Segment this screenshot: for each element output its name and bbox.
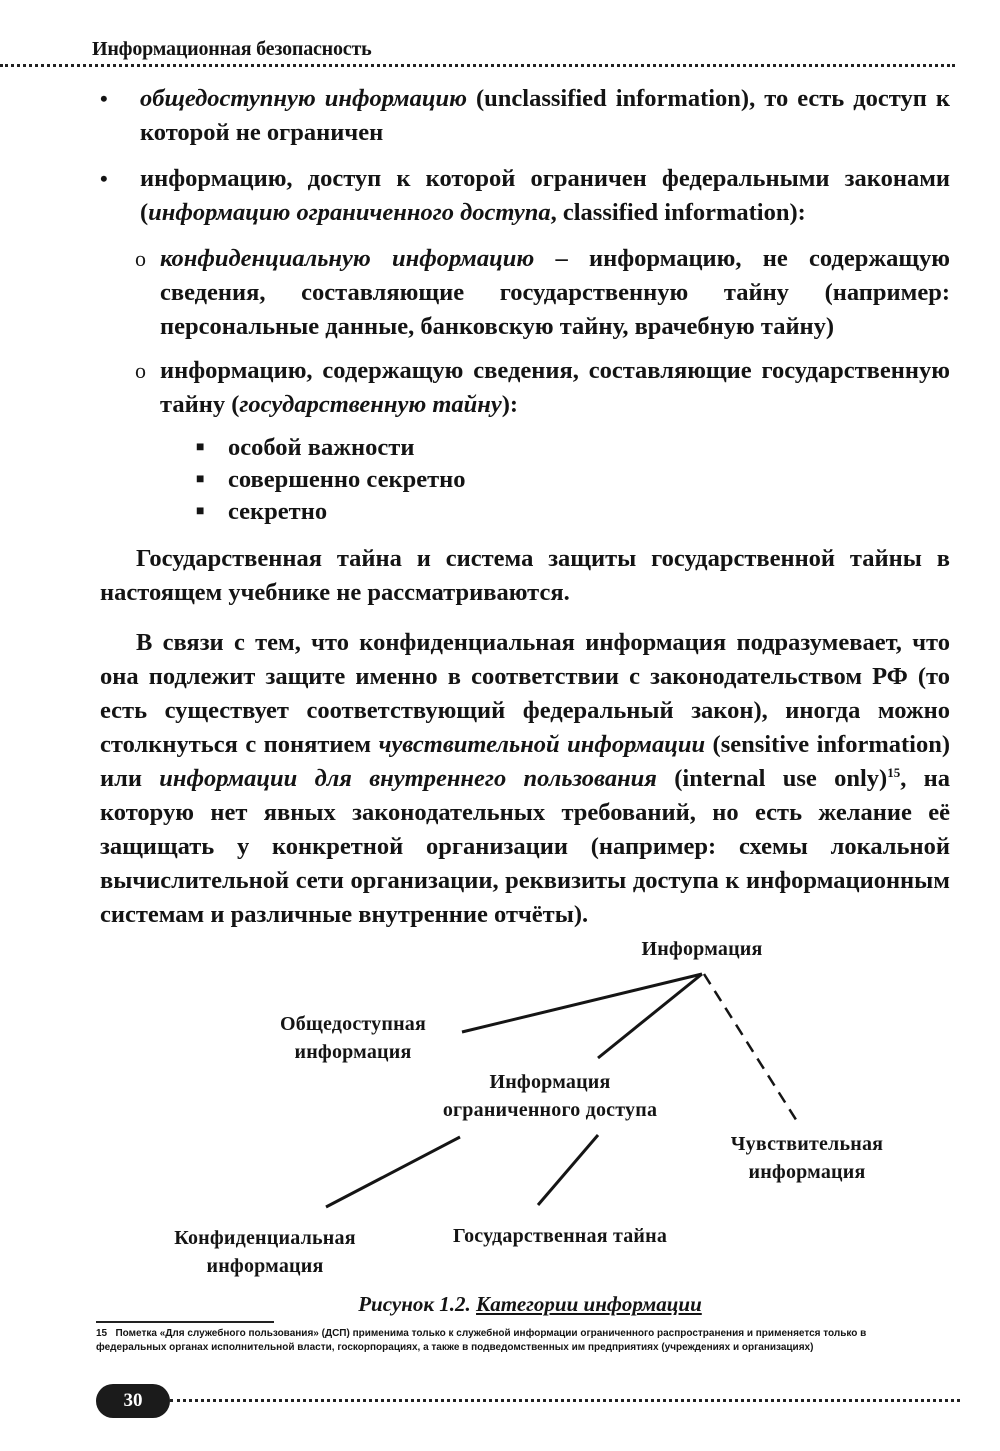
node-information: Информация: [641, 938, 763, 960]
list-item-text: информацию, содержащую сведения, составляющие государственную тайну (: [160, 357, 950, 418]
node-confidential-info: [150, 1224, 380, 1280]
body-text: [100, 82, 950, 948]
node-label-line: информация: [294, 1041, 412, 1063]
list-item-text: информацию, доступ к которой ограничен федеральными законами (: [140, 165, 950, 226]
connector-restricted-confidential: [326, 1137, 460, 1207]
secrecy-level-item: [196, 496, 950, 528]
paragraph-text: (internal use only): [656, 765, 888, 792]
node-label-line: Общедоступная: [279, 1013, 427, 1035]
list-item-text: – информацию, не содержащую сведения, составляющие государственную тайну (например: персональные данные, банковскую тайну, врачебную тайну): [160, 245, 950, 340]
node-sensitive-info: [712, 1130, 902, 1186]
sub-list-item: [100, 242, 950, 344]
info-categories-diagram: [0, 930, 1000, 1290]
header-divider: [0, 64, 955, 67]
node-label-line: ограниченного доступа: [442, 1099, 658, 1121]
footnote-divider: [96, 1321, 274, 1323]
node-label-line: Конфиденциальная: [174, 1227, 356, 1249]
secrecy-level-item: [196, 432, 950, 464]
bullet-marker: •: [100, 86, 108, 111]
secrecy-level-label: секретно: [228, 498, 328, 525]
node-label-line: Информация: [489, 1071, 611, 1093]
square-marker: ■: [196, 472, 205, 487]
list-item-text: ):: [501, 391, 519, 418]
bullet-marker: •: [100, 166, 108, 191]
circle-marker: o: [135, 358, 146, 383]
node-label-line: информация: [748, 1161, 866, 1183]
secrecy-levels-list: [100, 432, 950, 528]
list-item: [100, 162, 950, 230]
node-restricted-info: [420, 1068, 680, 1124]
circle-marker: o: [135, 246, 146, 271]
footer-divider: [170, 1399, 960, 1402]
connector-root-sensitive: [704, 974, 800, 1126]
list-item-text: (unclassified information), то есть доступ к которой не ограничен: [140, 85, 950, 146]
paragraph-text: , на которую нет явных законодательных требований, но есть желание её защищать у конкретной организации (например: схемы локальной вычислительной сети организации, реквизиты доступа к информационным системам и различные внутренние отчёты).: [100, 765, 950, 928]
term-sensitive-info: чувствительной информации: [378, 731, 706, 758]
paragraph-text: (sensitive information) или: [100, 731, 951, 792]
footnote-ref[interactable]: 15: [887, 764, 901, 780]
paragraph: [100, 626, 950, 932]
footnote-text: Пометка «Для служебного пользования» (ДСП) применима только к служебной информации ограниченного распространения и применяется только в федеральных органах исполнительной власти, госкорпорациях, а также в подведомственных им предприятиях (учреждениях и организациях): [96, 1328, 867, 1353]
node-label-line: информация: [206, 1255, 324, 1277]
secrecy-level-label: совершенно секретно: [228, 466, 466, 493]
node-state-secret: Государственная тайна: [452, 1225, 668, 1247]
term-public-info: общедоступную информацию: [140, 85, 467, 112]
sub-list-item: [100, 354, 950, 422]
term-state-secret: государственную тайну: [239, 391, 502, 418]
term-internal-use: информации для внутреннего пользования: [159, 765, 657, 792]
footnote-number: 15: [96, 1328, 108, 1339]
term-restricted-info: информацию ограниченного доступа: [148, 199, 551, 226]
node-public-info: [248, 1010, 458, 1066]
list-item: [100, 82, 950, 150]
caption-title: Категории информации: [476, 1292, 702, 1316]
footnote: [96, 1327, 936, 1355]
paragraph-text: В связи с тем, что конфиденциальная информация подразумевает, что она подлежит защите именно в соответствии с законодательством РФ (то есть существует соответствующий федеральный закон), иногда можно столкнуться с понятием: [100, 629, 950, 758]
page-number-badge: 30: [96, 1384, 170, 1418]
paragraph: Государственная тайна и система защиты государственной тайны в настоящем учебнике не рассматриваются.: [100, 545, 950, 606]
secrecy-level-label: особой важности: [228, 434, 415, 461]
list-item-text: , classified information):: [550, 199, 806, 226]
square-marker: ■: [196, 440, 205, 455]
node-label-line: Чувствительная: [730, 1133, 884, 1155]
figure-caption: [0, 1292, 1000, 1317]
secrecy-level-item: [196, 464, 950, 496]
connector-restricted-state-secret: [538, 1135, 598, 1205]
running-header: Информационная безопасность: [92, 38, 372, 60]
square-marker: ■: [196, 504, 205, 519]
caption-prefix: Рисунок 1.2.: [358, 1292, 477, 1316]
term-confidential-info: конфиденциальную информацию: [160, 245, 535, 272]
